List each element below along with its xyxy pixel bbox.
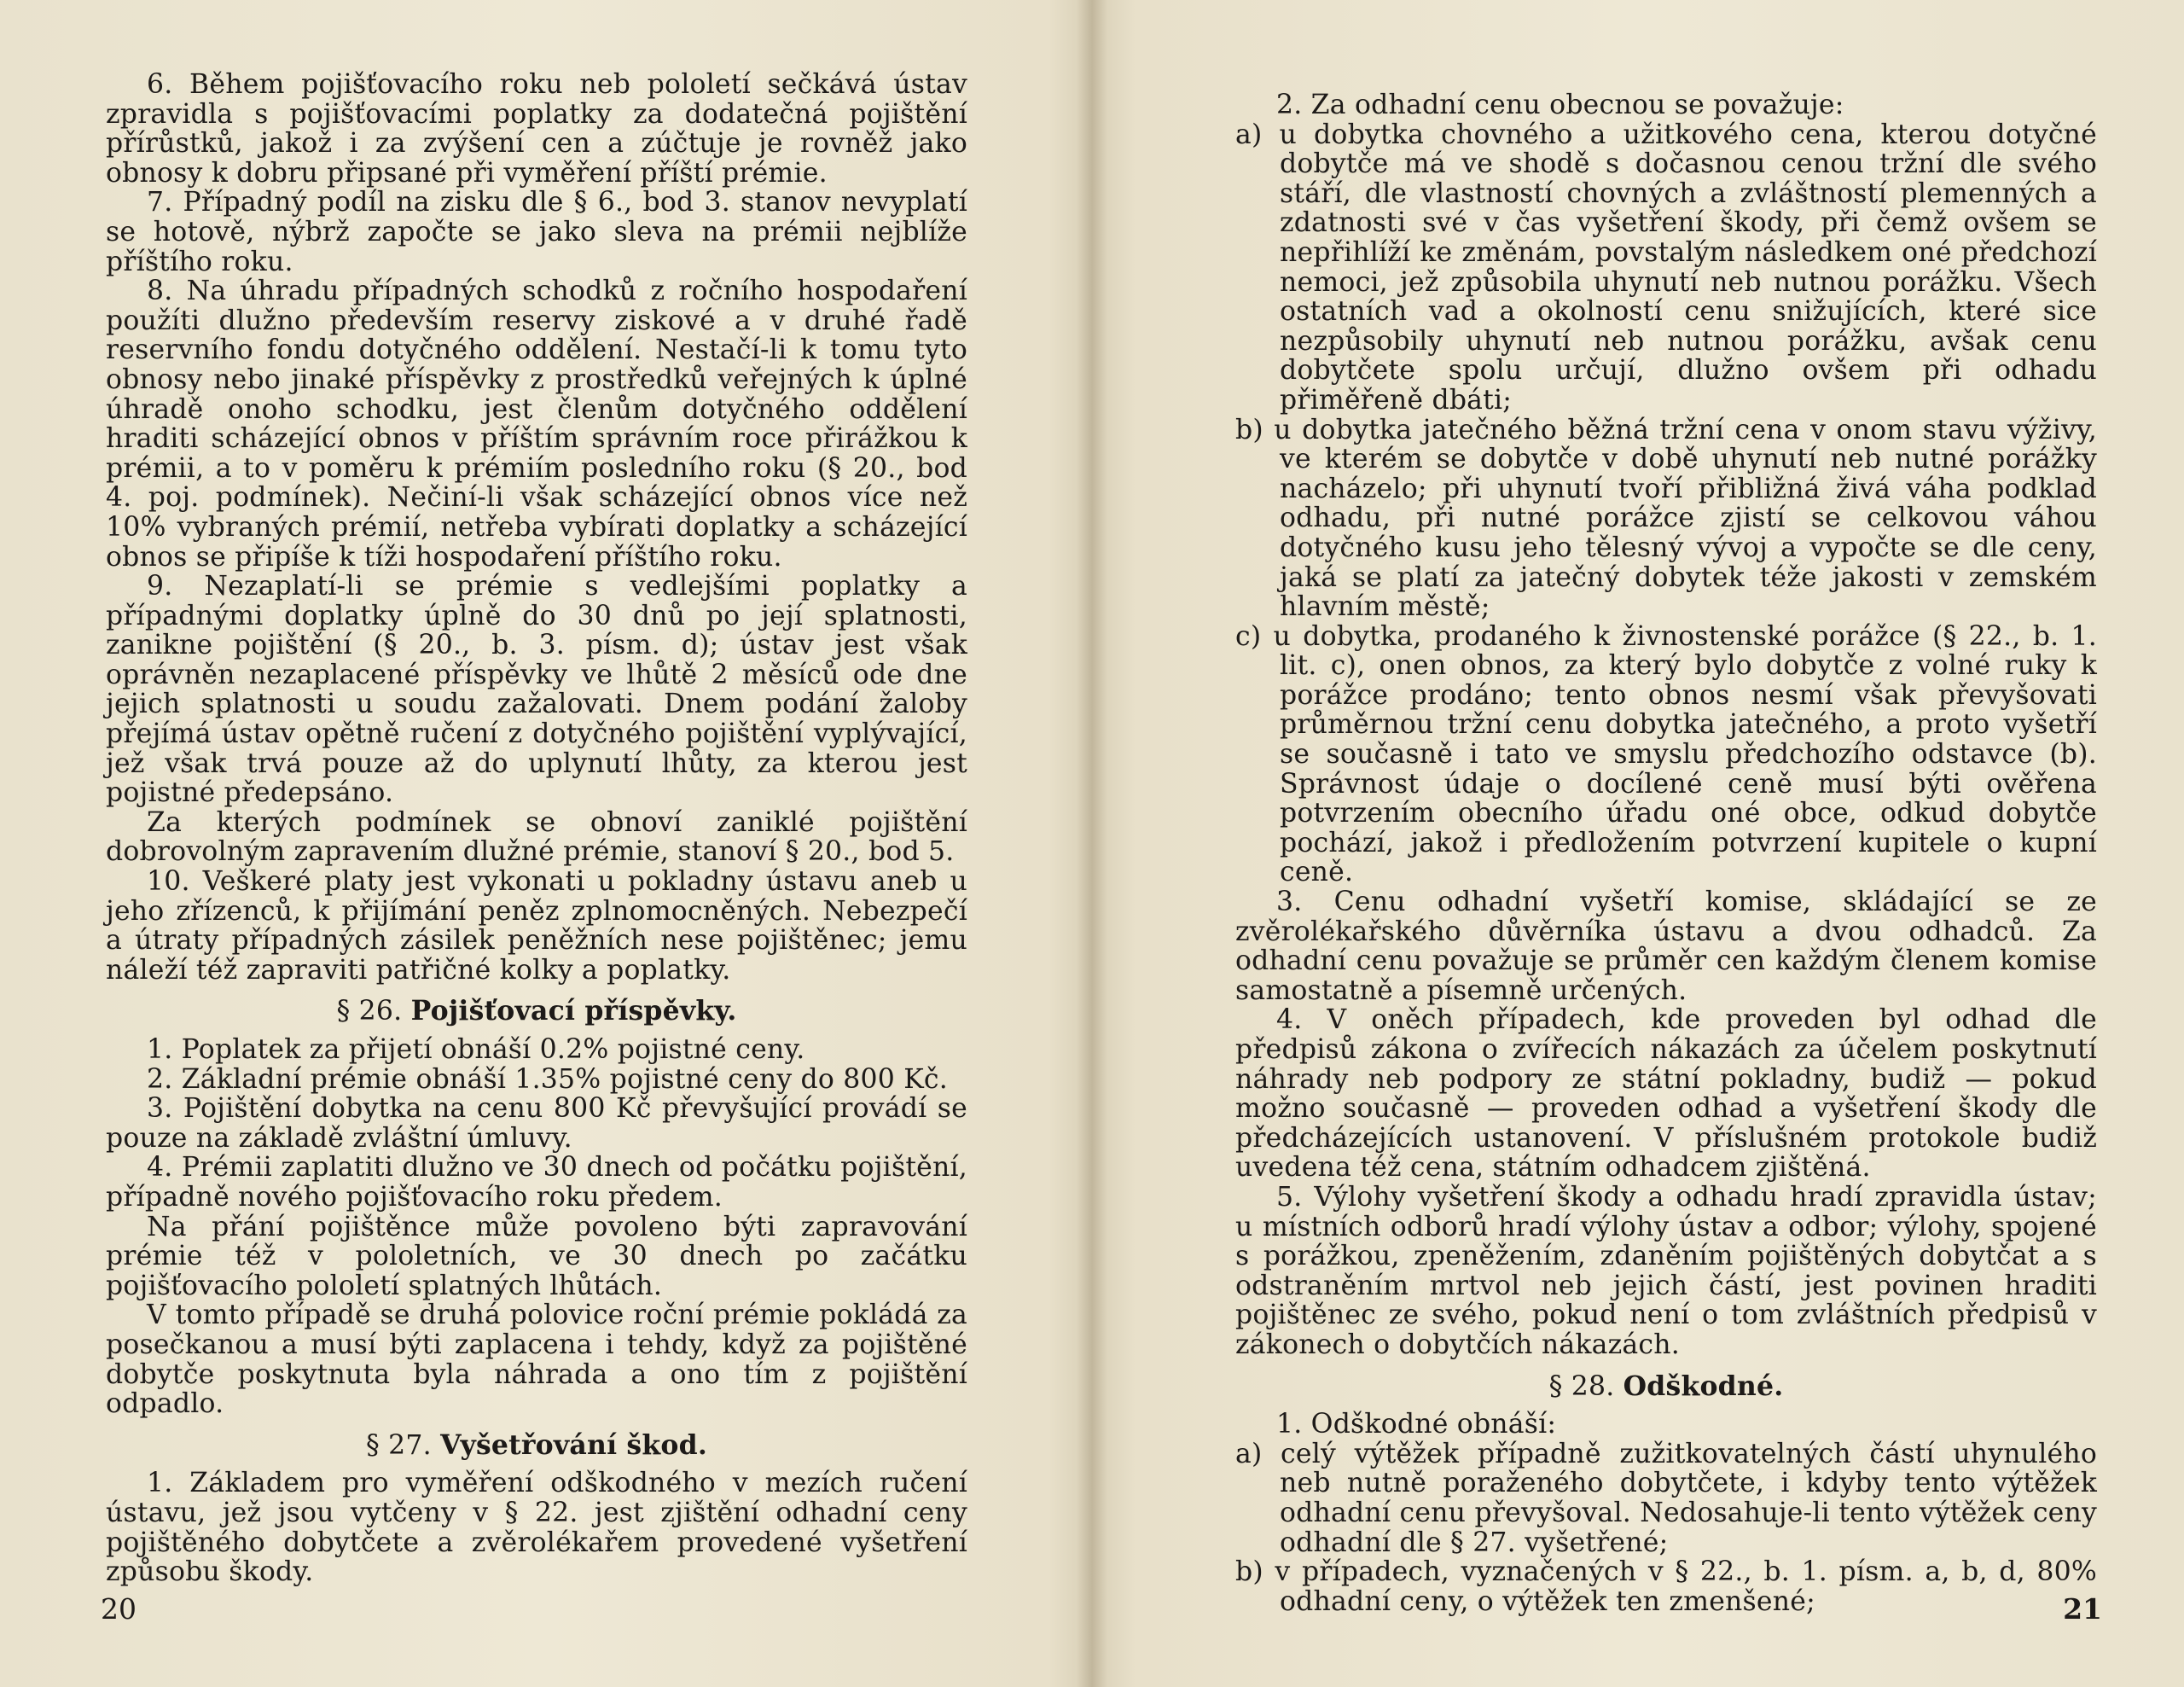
paragraph-8: 8. Na úhradu případných schodků z ročního hospodaření použíti dlužno především reservy ziskové a v druhé řadě reservního fondu dotyčného oddělení. Nestačí-li k tomu tyto obnosy nebo jinaké příspěvky z prostředků veřejných k úplné úhradě onoho schodku, jest členům dotyčného oddělení hraditi scházející obnos v příštím správním roce přirážkou k prémii, a to v poměru k prémiím posledního roku (§ 20., bod 4. poj. podmínek). Nečiní-li však scházející obnos více než 10% vybraných prémií, netřeba vybírati doplatky a scházející obnos se připíše k tíži hospodaření příštího roku. [106, 276, 967, 573]
section-27-number: § 27. [366, 1429, 432, 1461]
section-28-item-a: a) celý výtěžek případně zužitkovatelných částí uhynulého neb nutně poraženého dobytčete, i kdyby tento výtěžek odhadní cenu převyšoval. Nedosahuje-li tento výtěžek ceny odhadní dle § 27. vyšetřené; [1235, 1438, 2097, 1558]
section-26-title: Pojišťovací příspěvky. [410, 995, 737, 1027]
section-27-item-2: 2. Za odhadní cenu obecnou se považuje: [1276, 90, 1844, 120]
right-page-text [1235, 90, 2097, 1616]
item-c-sold-cattle: c) u dobytka, prodaného k živnostenské porážce (§ 22., b. 1. lit. c), onen obnos, za který bylo dobytče z volné ruky k porážce prodáno; tento obnos nesmí však převyšovati průměrnou tržní cenu dobytka jatečného, a proto vyšetří se současně i tato ve smyslu předchozího odstavce (b). Správnost údaje o docílené ceně musí býti ověřena potvrzením obecního úřadu oné obce, odkud dobytče pochází, jakož i předložením potvrzení kupitele o kupní ceně. [1235, 620, 2097, 888]
page-number-left: 20 [101, 1592, 136, 1626]
section-26-note-2: V tomto případě se druhá polovice roční prémie pokládá za posečkanou a musí býti zaplacena i tehdy, když za pojištěné dobytče poskytnuta byla náhrada a ono tím z pojištění odpadlo. [106, 1300, 967, 1420]
section-28-heading [1235, 1372, 2097, 1402]
paragraph-7: 7. Případný podíl na zisku dle § 6., bod 3. stanov nevyplatí se hotově, nýbrž započte se jako sleva na prémii nejblíže příštího roku. [106, 187, 967, 277]
paragraph-10: 10. Veškeré platy jest vykonati u pokladny ústavu aneb u jeho zřízenců, k přijímání peněz zplnomocněných. Nebezpečí a útraty případných zásilek peněžních nese pojištěnec; jemu náleží též zapraviti patřičné kolky a poplatky. [106, 866, 967, 986]
page-number-right: 21 [2063, 1592, 2102, 1626]
section-26-number: § 26. [336, 996, 403, 1027]
section-27-title: Vyšetřování škod. [440, 1428, 707, 1461]
section-26-item-4: 4. Prémii zaplatiti dlužno ve 30 dnech od počátku pojištění, případně nového pojišťovacího roku předem. [106, 1152, 967, 1213]
section-28-item-1: 1. Odškodné obnáší: [1276, 1409, 1557, 1440]
section-26-heading [106, 997, 967, 1027]
section-26-note-1: Na přání pojištěnce může povoleno býti zapravování prémie též v pololetních, ve 30 dnech po začátku pojišťovacího pololetí splatných lhůtách. [106, 1211, 967, 1301]
paragraph-9-note: Za kterých podmínek se obnoví zaniklé pojištění dobrovolným zapravením dlužné prémie, stanoví § 20., bod 5. [106, 806, 967, 868]
section-27-item-1: 1. Základem pro vyměření odškodného v mezích ručení ústavu, jež jsou vytčeny v § 22. jest zjištění odhadní ceny pojištěného dobytčete a zvěrolékařem provedené vyšetření způsobu škody. [106, 1468, 967, 1588]
left-page [0, 0, 1088, 1687]
left-page-text [106, 70, 967, 1587]
item-b-slaughter-cattle: b) u dobytka jatečného běžná tržní cena v onom stavu výživy, ve kterém se dobytče v době uhynutí neb nutné porážky nacházelo; při uhynutí tvoří přibližná živá váha podklad odhadu, při nutné porážce zjistí se celkovou váhou dotyčného kusu jeho tělesný vývoj a vypočte se dle ceny, jaká se platí za jatečný dobytek téže jakosti v zemském hlavním městě; [1235, 414, 2097, 623]
paragraph-6: 6. Během pojišťovacího roku neb pololetí sečkává ústav zpravidla s pojišťovacími poplatky za dodatečná pojištění přírůstků, jakož i za zvýšení cen a zúčtuje je rovněž jako obnosy k dobru připsané při vyměření příští prémie. [106, 69, 967, 189]
item-a-breeding-cattle: a) u dobytka chovného a užitkového cena, kterou dotyčné dobytče má ve shodě s dočasnou cenou tržní dle svého stáří, dle vlastností chovných a zvláštností plemenných a zdatnosti své v čas vyšetření škody, při čemž ovšem se nepřihlíží ke změnám, povstalým následkem oné předchozí nemoci, jež způsobila uhynutí neb nutnou porážku. Všech ostatních vad a okolností cenu snižujících, které sice nezpůsobily uhynutí neb nutnou porážku, avšak cenu dobytčete spolu určují, dlužno ovšem při odhadu přiměřeně dbáti; [1235, 119, 2097, 416]
section-28-item-b: b) v případech, vyznačených v § 22., b. 1. písm. a, b, d, 80% odhadní ceny, o výtěžek ten zmenšené; [1235, 1556, 2097, 1617]
right-page [1096, 0, 2184, 1687]
section-26-item-2: 2. Základní prémie obnáší 1.35% pojistné ceny do 800 Kč. [147, 1063, 948, 1095]
section-28-title: Odškodné. [1623, 1370, 1784, 1402]
section-26-item-1: 1. Poplatek za přijetí obnáší 0.2% pojistné ceny. [147, 1034, 805, 1065]
section-27-item-4: 4. V oněch případech, kde proveden byl odhad dle předpisů zákona o zvířecích nákazách za účelem poskytnutí náhrady neb podpory ze státní pokladny, budiž — pokud možno současně — proveden odhad a vyšetření škody dle předcházejících ustanovení. V příslušném protokole budiž uvedena též cena, státním odhadcem zjištěná. [1235, 1004, 2097, 1184]
section-28-number: § 28. [1548, 1370, 1615, 1402]
section-27-item-3: 3. Cenu odhadní vyšetří komise, skládající se ze zvěrolékařského důvěrníka ústavu a dvou odhadců. Za odhadní cenu považuje se průměr cen každým členem komise samostatně a písemně určených. [1235, 887, 2097, 1006]
section-27-heading [106, 1428, 967, 1461]
section-27-item-5: 5. Výlohy vyšetření škody a odhadu hradí zpravidla ústav; u místních odborů hradí výlohy ústav a odbor; výlohy, spojené s porážkou, zpeněžením, zdaněním pojištěných dobytčat a s odstraněním mrtvol neb jejich částí, jest povinen hraditi pojištěnec ze svého, pokud není o tom zvláštních předpisů v zákonech o dobytčích nákazách. [1235, 1181, 2097, 1360]
section-26-item-3: 3. Pojištění dobytka na cenu 800 Kč převyšující provádí se pouze na základě zvláštní úmluvy. [106, 1093, 967, 1154]
paragraph-9: 9. Nezaplatí-li se prémie s vedlejšími poplatky a případnými doplatky úplně do 30 dnů po její splatnosti, zanikne pojištění (§ 20., b. 3. písm. d); ústav jest však oprávněn nezaplacené příspěvky ve lhůtě 2 měsíců ode dne jejich splatnosti u soudu zažalovati. Dnem podání žaloby přejímá ústav opětně ručení z dotyčného pojištění vyplývající, jež však trvá pouze až do uplynutí lhůty, za kterou jest pojistné předepsáno. [106, 571, 967, 809]
